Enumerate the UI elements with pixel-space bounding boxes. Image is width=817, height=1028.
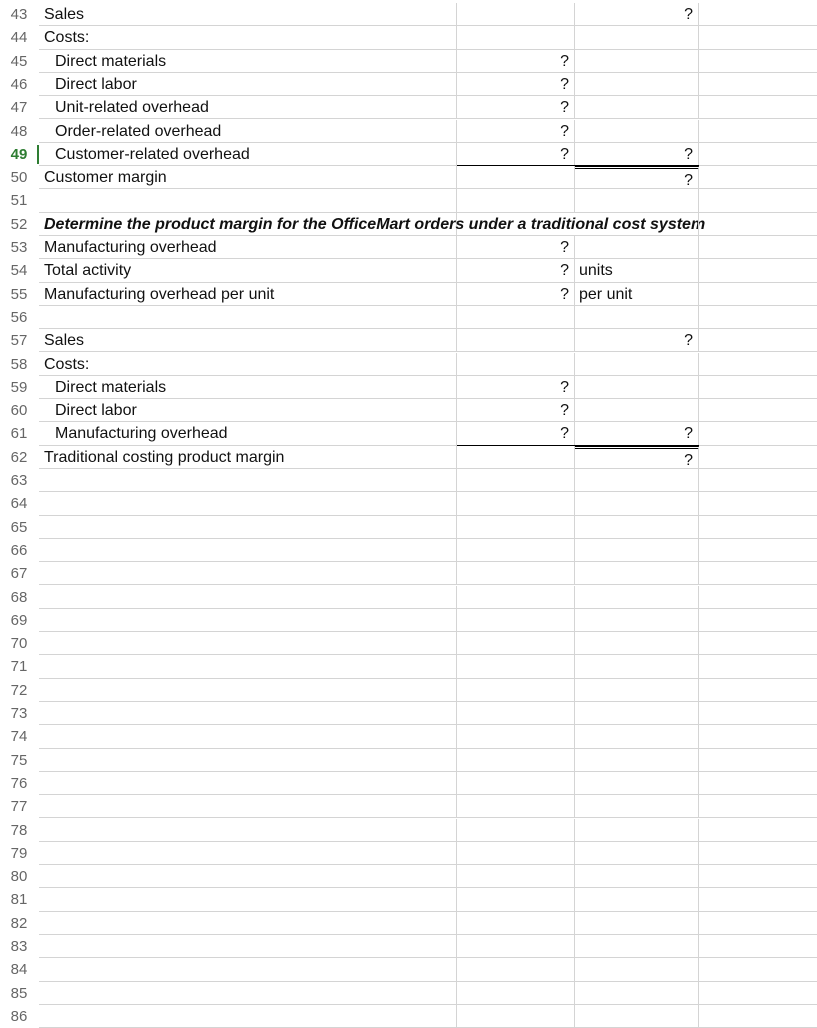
cell-value-c[interactable] — [575, 96, 699, 119]
row-header[interactable]: 81 — [10, 891, 28, 909]
table-row — [0, 353, 817, 376]
row-header[interactable]: 74 — [10, 728, 28, 746]
cell-value-d[interactable] — [699, 912, 817, 935]
cell-value-d[interactable] — [699, 725, 817, 748]
table-row — [0, 958, 817, 981]
row-header[interactable]: 59 — [10, 378, 28, 396]
row-header[interactable]: 58 — [10, 355, 28, 373]
row-header[interactable]: 63 — [10, 472, 28, 489]
cell-label[interactable]: Direct materials — [39, 50, 457, 73]
cell-value-c[interactable] — [575, 353, 699, 376]
cell-value-c[interactable] — [575, 399, 699, 422]
cell-value-c[interactable] — [575, 26, 699, 49]
cell-value-d[interactable] — [699, 632, 817, 655]
table-row — [0, 3, 817, 26]
table-row — [0, 632, 817, 655]
cell-value-c[interactable]: per unit — [575, 283, 699, 306]
cell-value-d[interactable] — [699, 888, 817, 911]
cell-label[interactable] — [39, 539, 457, 562]
cell-label[interactable] — [39, 842, 457, 865]
cell-value-c[interactable] — [575, 679, 699, 702]
cell-value-b[interactable] — [457, 935, 575, 958]
cell-value-c[interactable] — [575, 516, 699, 539]
row-header[interactable]: 71 — [10, 658, 28, 676]
cell-label[interactable]: Manufacturing overhead per unit — [39, 283, 457, 306]
cell-value-d[interactable] — [699, 446, 817, 469]
cell-label[interactable]: Unit-related overhead — [39, 96, 457, 119]
row-header[interactable]: 62 — [10, 448, 28, 466]
cell-value-b[interactable] — [457, 632, 575, 655]
cell-value-b[interactable] — [457, 702, 575, 725]
table-row — [0, 329, 817, 352]
cell-label[interactable]: Traditional costing product margin — [39, 446, 457, 469]
cell-value-d[interactable] — [699, 96, 817, 119]
cell-value-b[interactable] — [457, 795, 575, 818]
table-row — [0, 376, 817, 399]
cell-value-c[interactable] — [575, 772, 699, 795]
row-header[interactable]: 73 — [10, 705, 28, 722]
table-row — [0, 702, 817, 725]
cell-value-b[interactable] — [457, 655, 575, 678]
row-header[interactable]: 57 — [10, 332, 28, 350]
table-row — [0, 120, 817, 143]
cell-value-c[interactable] — [575, 73, 699, 96]
cell-value-b[interactable] — [457, 982, 575, 1005]
cell-value-c[interactable] — [575, 655, 699, 678]
cell-value-c[interactable] — [575, 842, 699, 865]
cell-value-b[interactable]: ? — [457, 73, 575, 96]
cell-value-c[interactable] — [575, 819, 699, 842]
cell-label[interactable] — [39, 865, 457, 888]
row-header[interactable]: 84 — [10, 961, 28, 979]
cell-value-b[interactable] — [457, 865, 575, 888]
row-header[interactable]: 80 — [10, 868, 28, 886]
cell-value-d[interactable] — [699, 283, 817, 306]
table-row — [0, 982, 817, 1005]
cell-value-b[interactable]: ? — [457, 376, 575, 399]
cell-value-d[interactable] — [699, 376, 817, 399]
cell-value-c[interactable] — [575, 492, 699, 515]
cell-value-d[interactable] — [699, 50, 817, 73]
row-header[interactable]: 44 — [10, 29, 28, 47]
row-header[interactable]: 67 — [10, 565, 28, 583]
row-header[interactable]: 70 — [10, 635, 28, 653]
cell-label[interactable] — [39, 609, 457, 632]
row-header[interactable]: 49 — [10, 145, 28, 163]
cell-label[interactable] — [39, 772, 457, 795]
cell-value-b[interactable]: ? — [457, 120, 575, 143]
cell-value-b[interactable] — [457, 679, 575, 702]
cell-value-b[interactable] — [457, 725, 575, 748]
row-header[interactable]: 50 — [10, 169, 28, 187]
cell-label[interactable] — [39, 562, 457, 585]
cell-value-b[interactable] — [457, 888, 575, 911]
row-header[interactable]: 47 — [10, 99, 28, 117]
cell-label[interactable] — [39, 958, 457, 981]
cell-value-c[interactable] — [575, 306, 699, 329]
cell-label[interactable]: Costs: — [39, 353, 457, 376]
cell-value-c[interactable]: ? — [575, 3, 699, 26]
row-header[interactable]: 75 — [10, 751, 28, 769]
cell-label[interactable] — [39, 586, 457, 609]
cell-value-d[interactable] — [699, 609, 817, 632]
cell-value-d[interactable] — [699, 819, 817, 842]
cell-label[interactable] — [39, 679, 457, 702]
cell-label[interactable] — [39, 189, 457, 212]
cell-value-b[interactable] — [457, 749, 575, 772]
cell-value-d[interactable] — [699, 539, 817, 562]
cell-value-d[interactable] — [699, 842, 817, 865]
cell-value-c[interactable] — [575, 376, 699, 399]
cell-value-b[interactable]: ? — [457, 236, 575, 259]
cell-value-b[interactable] — [457, 562, 575, 585]
cell-value-d[interactable] — [699, 772, 817, 795]
table-row — [0, 306, 817, 329]
cell-value-c[interactable]: ? — [575, 166, 699, 189]
table-row — [0, 213, 817, 236]
cell-label[interactable] — [39, 1005, 457, 1028]
cell-value-c[interactable] — [575, 935, 699, 958]
cell-value-b[interactable]: ? — [457, 143, 575, 166]
table-row — [0, 469, 817, 492]
cell-value-d[interactable] — [699, 236, 817, 259]
cell-value-d[interactable] — [699, 189, 817, 212]
table-row — [0, 259, 817, 282]
cell-value-b[interactable] — [457, 26, 575, 49]
cell-value-b[interactable] — [457, 1005, 575, 1028]
cell-value-c[interactable] — [575, 586, 699, 609]
row-header[interactable]: 52 — [10, 215, 28, 233]
cell-value-d[interactable] — [699, 399, 817, 422]
table-row — [0, 679, 817, 702]
cell-label[interactable]: Customer-related overhead — [39, 143, 457, 166]
cell-label[interactable] — [39, 749, 457, 772]
row-header[interactable]: 69 — [10, 611, 28, 629]
table-row — [0, 399, 817, 422]
row-header[interactable]: 82 — [10, 914, 28, 932]
cell-label[interactable]: Manufacturing overhead — [39, 422, 457, 445]
cell-value-d[interactable] — [699, 469, 817, 492]
row-header[interactable]: 76 — [10, 774, 28, 792]
row-header[interactable]: 77 — [10, 798, 28, 816]
cell-value-c[interactable] — [575, 725, 699, 748]
cell-value-c[interactable] — [575, 749, 699, 772]
cell-label[interactable]: Manufacturing overhead — [39, 236, 457, 259]
cell-value-c[interactable] — [575, 469, 699, 492]
cell-value-c[interactable] — [575, 1005, 699, 1028]
cell-value-b[interactable] — [457, 586, 575, 609]
cell-value-d[interactable] — [699, 3, 817, 26]
cell-value-b[interactable] — [457, 819, 575, 842]
row-header[interactable]: 51 — [10, 192, 28, 210]
cell-value-c[interactable] — [575, 539, 699, 562]
row-header[interactable]: 43 — [10, 6, 28, 23]
row-header[interactable]: 46 — [10, 75, 28, 93]
cell-value-c[interactable] — [575, 120, 699, 143]
cell-value-d[interactable] — [699, 586, 817, 609]
cell-value-d[interactable] — [699, 73, 817, 96]
cell-value-b[interactable]: ? — [457, 399, 575, 422]
cell-value-b[interactable] — [457, 469, 575, 492]
cell-value-d[interactable] — [699, 958, 817, 981]
table-row — [0, 492, 817, 515]
row-header[interactable]: 72 — [10, 681, 28, 699]
cell-value-c[interactable] — [575, 702, 699, 725]
table-row — [0, 236, 817, 259]
row-header[interactable]: 66 — [10, 541, 28, 559]
cell-label[interactable] — [39, 632, 457, 655]
table-row — [0, 819, 817, 842]
cell-value-c[interactable]: units — [575, 259, 699, 282]
cell-value-c[interactable] — [575, 865, 699, 888]
cell-value-b[interactable]: ? — [457, 259, 575, 282]
cell-value-c[interactable] — [575, 236, 699, 259]
cell-value-b[interactable] — [457, 539, 575, 562]
table-row — [0, 655, 817, 678]
table-row — [0, 586, 817, 609]
cell-value-d[interactable] — [699, 679, 817, 702]
cell-value-c[interactable] — [575, 50, 699, 73]
cell-value-b[interactable] — [457, 842, 575, 865]
table-row — [0, 609, 817, 632]
cell-value-c[interactable] — [575, 912, 699, 935]
table-row — [0, 422, 817, 445]
row-header[interactable]: 64 — [10, 495, 28, 513]
table-row — [0, 772, 817, 795]
row-header[interactable]: 79 — [10, 844, 28, 862]
cell-value-b[interactable] — [457, 516, 575, 539]
row-header[interactable]: 48 — [10, 122, 28, 140]
cell-value-b[interactable]: ? — [457, 96, 575, 119]
cell-label[interactable]: Direct labor — [39, 73, 457, 96]
cell-value-b[interactable] — [457, 213, 575, 236]
table-row — [0, 446, 817, 469]
table-row — [0, 935, 817, 958]
cell-value-d[interactable] — [699, 422, 817, 445]
cell-value-d[interactable] — [699, 655, 817, 678]
cell-label[interactable] — [39, 912, 457, 935]
cell-value-d[interactable] — [699, 516, 817, 539]
cell-value-c[interactable]: ? — [575, 422, 699, 445]
cell-label[interactable] — [39, 492, 457, 515]
cell-value-d[interactable] — [699, 795, 817, 818]
cell-label[interactable] — [39, 306, 457, 329]
cell-value-c[interactable]: ? — [575, 446, 699, 469]
row-header[interactable]: 85 — [10, 984, 28, 1002]
cell-value-b[interactable] — [457, 329, 575, 352]
cell-value-c[interactable] — [575, 795, 699, 818]
cell-label[interactable] — [39, 819, 457, 842]
cell-label[interactable] — [39, 516, 457, 539]
cell-label[interactable]: Order-related overhead — [39, 120, 457, 143]
table-row — [0, 865, 817, 888]
cell-value-b[interactable] — [457, 772, 575, 795]
cell-value-d[interactable] — [699, 562, 817, 585]
cell-value-d[interactable] — [699, 329, 817, 352]
table-row — [0, 725, 817, 748]
cell-label[interactable] — [39, 655, 457, 678]
cell-value-b[interactable]: ? — [457, 283, 575, 306]
table-row — [0, 1005, 817, 1028]
cell-value-b[interactable]: ? — [457, 422, 575, 445]
cell-label[interactable]: Sales — [39, 3, 457, 26]
row-header[interactable]: 86 — [10, 1007, 28, 1025]
cell-value-d[interactable] — [699, 353, 817, 376]
row-header[interactable]: 45 — [10, 52, 28, 70]
cell-value-d[interactable] — [699, 749, 817, 772]
cell-value-d[interactable] — [699, 492, 817, 515]
cell-value-b[interactable] — [457, 3, 575, 26]
cell-value-d[interactable] — [699, 865, 817, 888]
cell-value-b[interactable] — [457, 492, 575, 515]
table-row — [0, 912, 817, 935]
cell-value-d[interactable] — [699, 259, 817, 282]
cell-value-d[interactable] — [699, 143, 817, 166]
table-row — [0, 516, 817, 539]
cell-value-d[interactable] — [699, 26, 817, 49]
cell-label[interactable]: Customer margin — [39, 166, 457, 189]
cell-value-d[interactable] — [699, 306, 817, 329]
cell-label[interactable] — [39, 935, 457, 958]
cell-value-b[interactable] — [457, 189, 575, 212]
table-row — [0, 539, 817, 562]
cell-value-d[interactable] — [699, 982, 817, 1005]
cell-label[interactable]: Direct materials — [39, 376, 457, 399]
row-header[interactable]: 78 — [10, 821, 28, 839]
cell-value-b[interactable] — [457, 446, 575, 469]
table-row — [0, 73, 817, 96]
cell-value-c[interactable] — [575, 189, 699, 212]
cell-label[interactable]: Determine the product margin for the OfficeMart orders under a traditional cost system — [39, 213, 457, 236]
cell-value-d[interactable] — [699, 166, 817, 189]
table-row — [0, 189, 817, 212]
cell-label[interactable]: Direct labor — [39, 399, 457, 422]
table-row — [0, 50, 817, 73]
cell-label[interactable] — [39, 795, 457, 818]
cell-value-c[interactable] — [575, 982, 699, 1005]
cell-value-c[interactable] — [575, 958, 699, 981]
cell-value-c[interactable] — [575, 609, 699, 632]
cell-label[interactable] — [39, 982, 457, 1005]
cell-value-c[interactable] — [575, 562, 699, 585]
subtotal-underline — [457, 165, 699, 166]
table-row — [0, 26, 817, 49]
row-header[interactable]: 54 — [10, 262, 28, 280]
cell-value-b[interactable] — [457, 958, 575, 981]
cell-value-b[interactable] — [457, 306, 575, 329]
cell-value-b[interactable] — [457, 609, 575, 632]
cell-value-d[interactable] — [699, 702, 817, 725]
cell-value-b[interactable] — [457, 912, 575, 935]
subtotal-underline — [457, 445, 699, 446]
row-header[interactable]: 83 — [10, 938, 28, 955]
row-header[interactable]: 53 — [10, 239, 28, 256]
cell-label[interactable]: Costs: — [39, 26, 457, 49]
table-row — [0, 562, 817, 585]
cell-value-d[interactable] — [699, 120, 817, 143]
cell-value-b[interactable] — [457, 166, 575, 189]
cell-value-d[interactable] — [699, 1005, 817, 1028]
cell-value-c[interactable] — [575, 213, 699, 236]
table-row — [0, 795, 817, 818]
cell-label[interactable]: Total activity — [39, 259, 457, 282]
cell-value-b[interactable] — [457, 353, 575, 376]
cell-label[interactable] — [39, 725, 457, 748]
table-row — [0, 842, 817, 865]
row-header[interactable]: 60 — [10, 402, 28, 420]
cell-value-b[interactable]: ? — [457, 50, 575, 73]
cell-value-c[interactable]: ? — [575, 143, 699, 166]
cell-label[interactable] — [39, 469, 457, 492]
table-row — [0, 749, 817, 772]
table-row — [0, 888, 817, 911]
table-row — [0, 166, 817, 189]
cell-value-c[interactable]: ? — [575, 329, 699, 352]
table-row — [0, 96, 817, 119]
cell-value-c[interactable] — [575, 632, 699, 655]
cell-label[interactable] — [39, 888, 457, 911]
cell-label[interactable]: Sales — [39, 329, 457, 352]
cell-value-d[interactable] — [699, 213, 817, 236]
table-row — [0, 283, 817, 306]
table-row — [0, 143, 817, 166]
cell-label[interactable] — [39, 702, 457, 725]
row-header[interactable]: 65 — [10, 518, 28, 536]
row-header[interactable]: 55 — [10, 285, 28, 303]
row-header[interactable]: 68 — [10, 588, 28, 606]
row-header[interactable]: 56 — [10, 308, 28, 326]
cell-value-d[interactable] — [699, 935, 817, 958]
cell-value-c[interactable] — [575, 888, 699, 911]
row-header[interactable]: 61 — [10, 425, 28, 443]
